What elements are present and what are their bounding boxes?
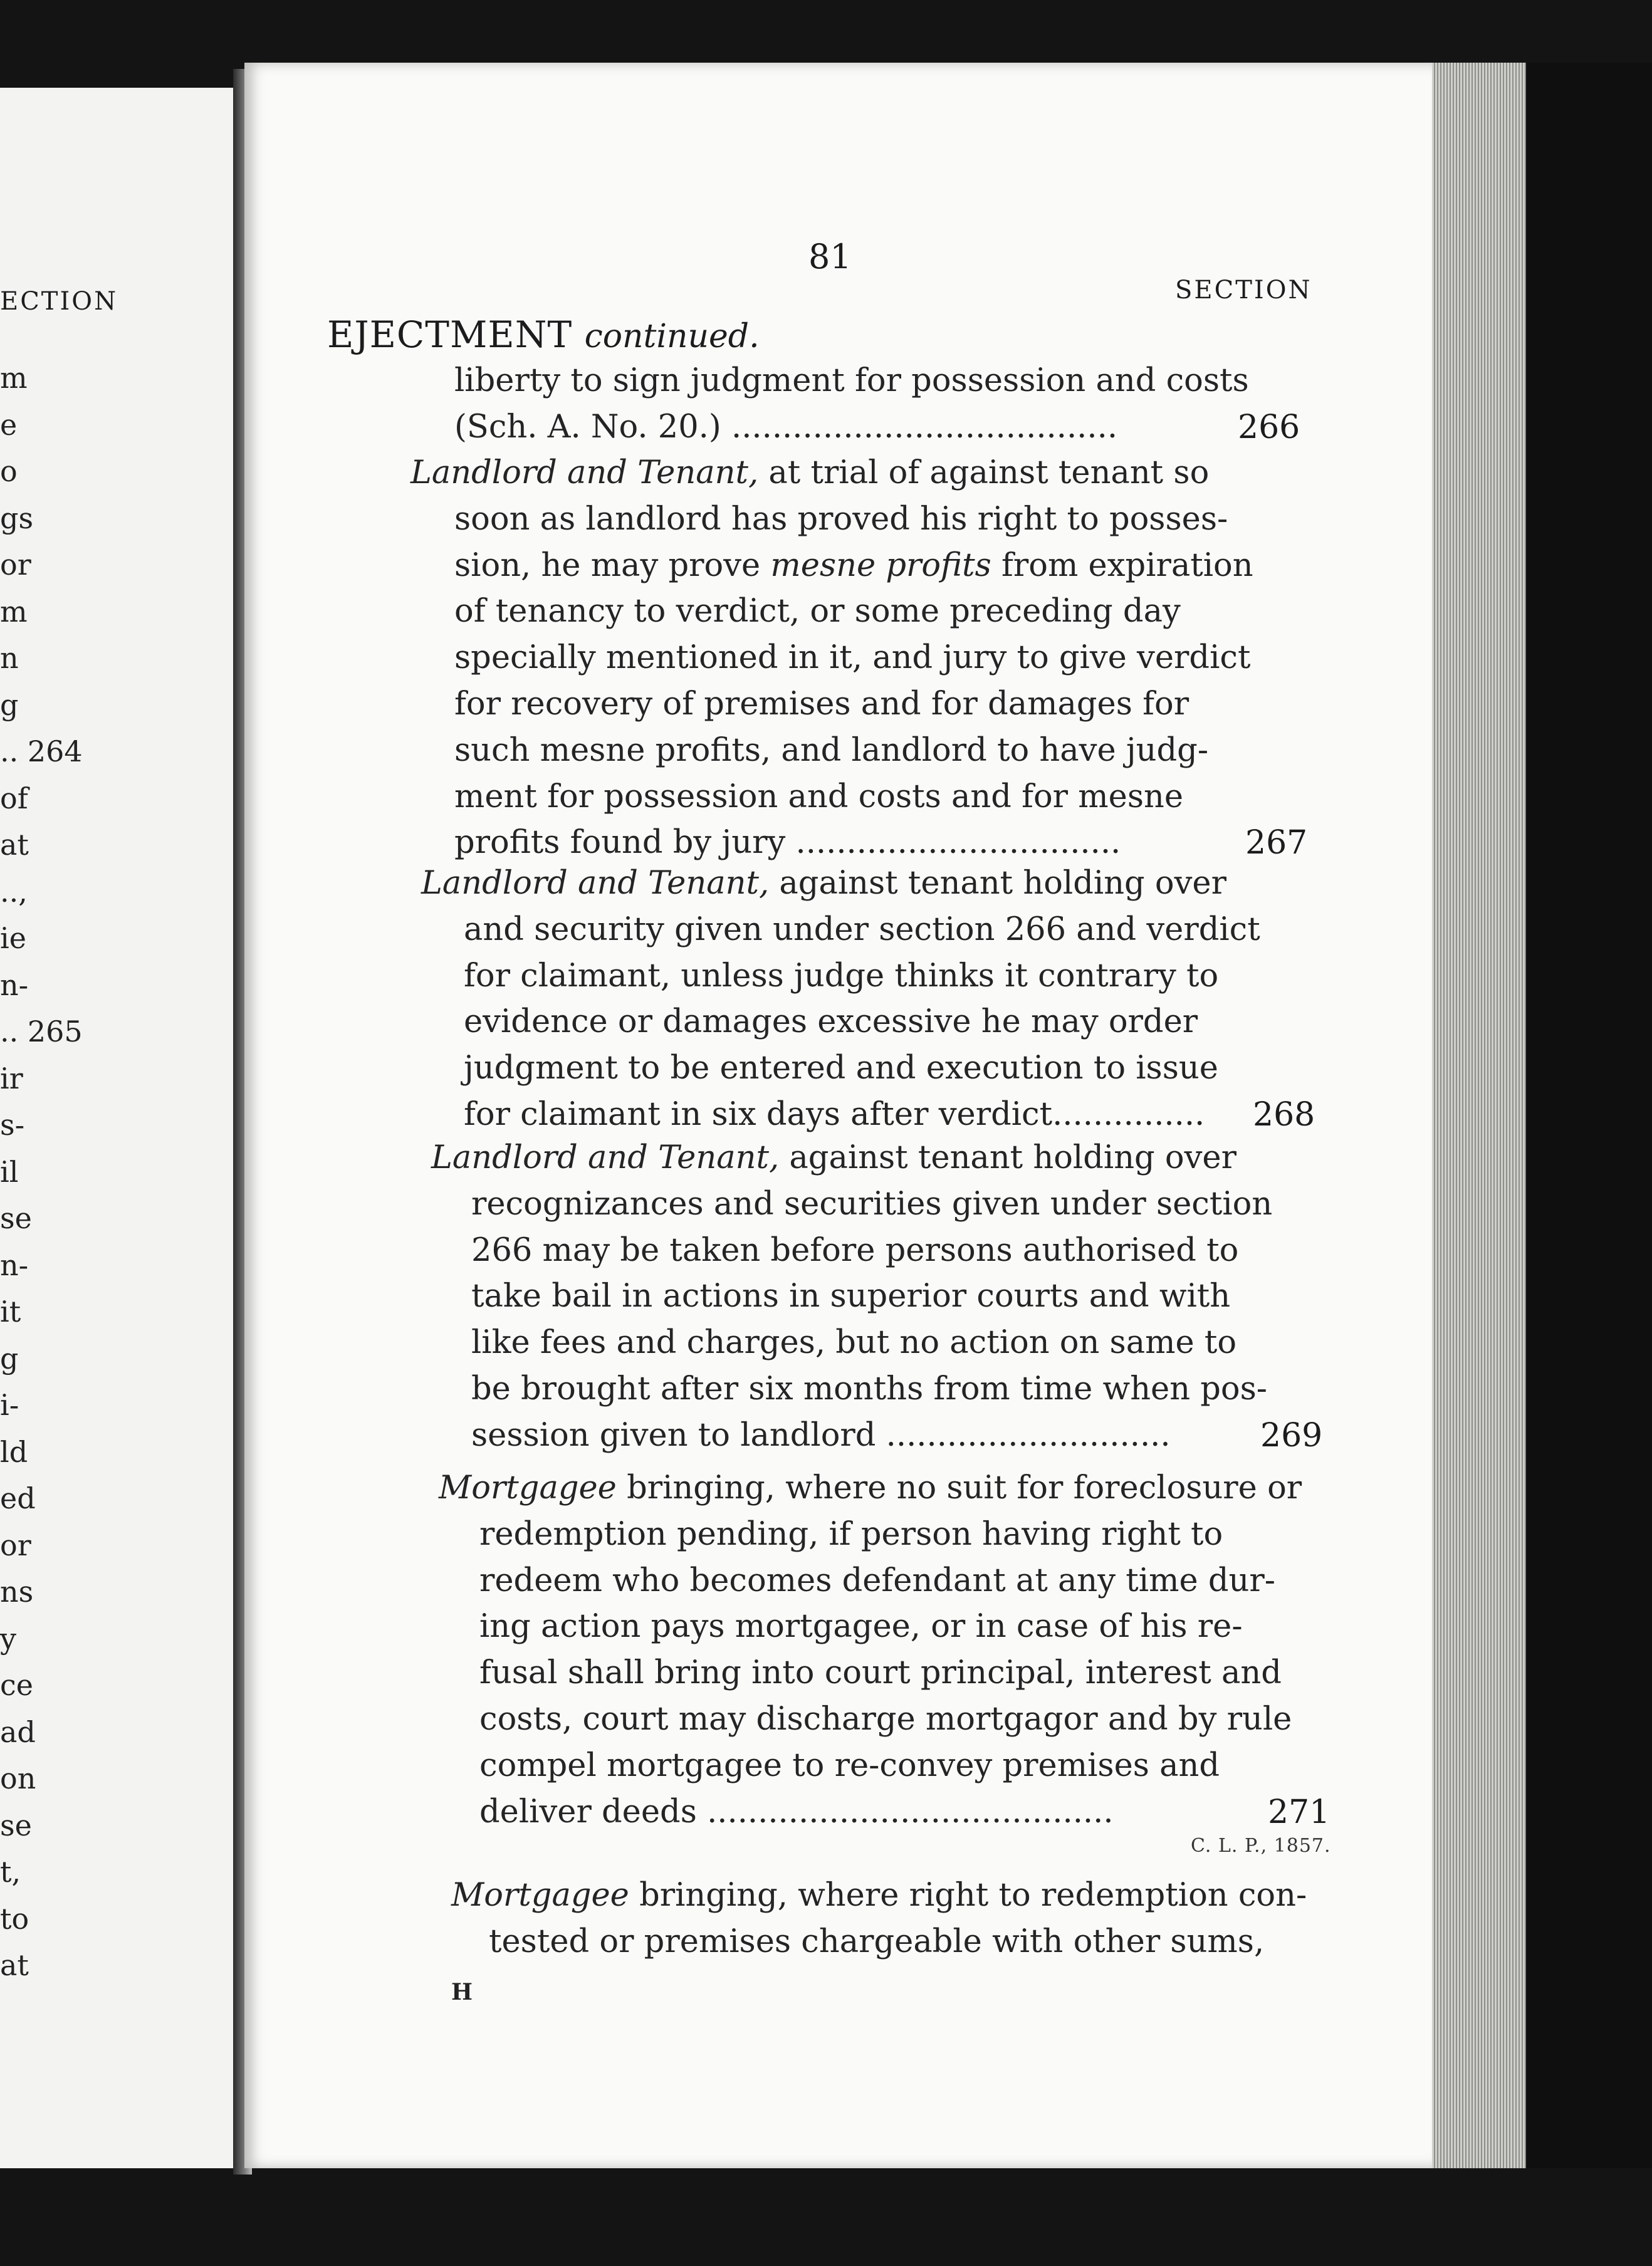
entry-lead: Mortgagee <box>439 1470 617 1506</box>
entry-text: from expiration <box>991 546 1253 584</box>
entry-text: judgment to be entered and execution to issue <box>464 1050 1218 1087</box>
section-reference: 268 <box>1253 1096 1315 1134</box>
entry-line <box>439 1470 1302 1506</box>
entry-italic-phrase: mesne profits <box>770 546 991 584</box>
entry-line <box>479 1562 1275 1599</box>
entry-line <box>454 824 1121 861</box>
entry-line <box>454 547 1253 584</box>
left-fragment: on <box>0 1762 36 1795</box>
entry-text: compel mortgagee to re-convey premises and <box>479 1746 1220 1784</box>
entry-line <box>464 958 1218 995</box>
entry-text: soon as landlord has proved his right to posses- <box>454 500 1228 538</box>
entry-text: of tenancy to verdict, or some preceding day <box>454 593 1181 630</box>
entry-text: against tenant holding over <box>779 1139 1236 1176</box>
left-page <box>0 88 237 2168</box>
entry-text: (Sch. A. No. 20.) ...................................... <box>454 408 1118 446</box>
page-number: 81 <box>808 237 852 276</box>
left-fragment: n- <box>0 968 29 1002</box>
entry-line <box>464 911 1260 948</box>
left-fragment: o <box>0 454 18 488</box>
left-fragment: n- <box>0 1248 29 1282</box>
entry-text: bringing, where no suit for foreclosure or <box>616 1470 1302 1506</box>
left-fragment: m <box>0 594 28 629</box>
left-fragment: g <box>0 687 19 722</box>
entry-text: profits found by jury ................................ <box>454 824 1121 862</box>
entry-text: against tenant holding over <box>769 865 1226 902</box>
signature-mark: H <box>451 1979 473 2005</box>
entry-lead: Landlord and Tenant, <box>421 865 770 902</box>
left-fragment: of <box>0 781 28 815</box>
section-column-label: SECTION <box>1175 276 1312 305</box>
entry-line <box>471 1186 1272 1223</box>
left-fragment: m <box>0 361 28 395</box>
page-edges <box>1432 63 1531 2168</box>
entry-text: for recovery of premises and for damages for <box>454 686 1189 723</box>
left-fragment: .., <box>0 874 28 909</box>
entry-text: redeem who becomes defendant at any time dur- <box>479 1562 1275 1599</box>
left-fragment: ns <box>0 1575 34 1609</box>
entry-line <box>454 593 1181 630</box>
left-fragment: ed <box>0 1481 36 1515</box>
left-fragment: .. 264 <box>0 734 83 768</box>
entry-line <box>479 1747 1220 1784</box>
entry-text: costs, court may discharge mortgagor and by rule <box>479 1701 1292 1738</box>
left-fragment: t, <box>0 1855 21 1889</box>
entry-line <box>471 1417 1171 1454</box>
entry-line <box>410 454 1209 491</box>
entry-heading <box>327 313 760 356</box>
entry-text: fusal shall bring into court principal, interest and <box>479 1654 1282 1692</box>
entry-line <box>479 1654 1282 1691</box>
entry-line <box>471 1371 1267 1407</box>
entry-text: 266 may be taken before persons authorised to <box>471 1231 1239 1269</box>
entry-line <box>454 362 1249 399</box>
left-fragment: s- <box>0 1108 25 1142</box>
entry-text: ment for possession and costs and for mesne <box>454 778 1184 815</box>
entry-text: bringing, where right to redemption con- <box>629 1877 1307 1914</box>
left-fragment: or <box>0 1528 31 1562</box>
entry-line <box>464 1003 1198 1040</box>
entry-text: for claimant in six days after verdict............... <box>464 1096 1205 1133</box>
entry-line <box>454 501 1228 538</box>
entry-line <box>479 1516 1223 1553</box>
entry-line <box>454 778 1183 815</box>
entry-text: for claimant, unless judge thinks it contrary to <box>464 957 1219 995</box>
left-fragment: gs <box>0 501 34 535</box>
left-fragment: il <box>0 1154 19 1189</box>
left-fragment: it <box>0 1295 21 1329</box>
entry-line <box>471 1278 1230 1315</box>
section-reference: 269 <box>1260 1416 1323 1454</box>
entry-line <box>464 1050 1218 1087</box>
left-fragment: to <box>0 1901 29 1936</box>
entry-text: redemption pending, if person having right to <box>479 1515 1223 1553</box>
entry-line <box>454 732 1208 769</box>
entry-text: like fees and charges, but no action on same to <box>471 1324 1237 1362</box>
entry-text: take bail in actions in superior courts and with <box>471 1278 1231 1315</box>
entry-text: sion, he may prove <box>454 546 771 584</box>
left-section-header: ECTION <box>0 287 118 316</box>
section-reference: 267 <box>1245 824 1308 862</box>
entry-line <box>454 639 1250 676</box>
statute-citation: C. L. P., 1857. <box>1191 1835 1331 1857</box>
left-fragment: se <box>0 1201 32 1235</box>
left-fragment: or <box>0 548 31 582</box>
entry-line <box>479 1608 1243 1645</box>
left-fragment: e <box>0 407 18 442</box>
left-fragment: ir <box>0 1061 23 1095</box>
entry-line <box>454 686 1189 723</box>
entry-line <box>489 1923 1264 1960</box>
left-fragment: y <box>0 1621 16 1656</box>
entry-text: such mesne profits, and landlord to have judg- <box>454 731 1209 769</box>
entry-lead: Landlord and Tenant, <box>410 454 759 491</box>
entry-text: specially mentioned in it, and jury to give verdict <box>454 639 1251 677</box>
section-reference: 266 <box>1238 408 1300 446</box>
entry-text: be brought after six months from time when pos- <box>471 1371 1268 1407</box>
left-fragment: ce <box>0 1668 33 1702</box>
entry-text: deliver deeds ........................................ <box>479 1793 1114 1830</box>
entry-text: session given to landlord ............................ <box>471 1416 1171 1454</box>
entry-line <box>451 1877 1307 1914</box>
entry-text: ing action pays mortgagee, or in case of his re- <box>479 1608 1243 1646</box>
entry-lead: Mortgagee <box>451 1877 629 1914</box>
entry-text: and security given under section 266 and verdict <box>464 911 1260 948</box>
entry-text: tested or premises chargeable with other sums, <box>489 1923 1265 1960</box>
entry-line <box>471 1324 1236 1361</box>
left-fragment: at <box>0 828 29 862</box>
left-fragment: .. 265 <box>0 1015 83 1048</box>
section-reference: 271 <box>1268 1793 1330 1831</box>
entry-line <box>479 1793 1114 1830</box>
left-fragment: se <box>0 1808 32 1842</box>
entry-line <box>454 409 1117 446</box>
left-fragment: n <box>0 641 19 675</box>
entry-line <box>431 1139 1236 1176</box>
entry-line <box>471 1232 1238 1269</box>
entry-text: recognizances and securities given under section <box>471 1185 1273 1223</box>
left-fragment: g <box>0 1341 19 1376</box>
left-fragment: ld <box>0 1434 28 1469</box>
book-cover-edge <box>1526 63 1652 2168</box>
entry-line <box>479 1701 1292 1738</box>
entry-line <box>464 1096 1205 1133</box>
left-fragment: i- <box>0 1388 19 1422</box>
entry-text: at trial of against tenant so <box>758 454 1210 491</box>
entry-lead: Landlord and Tenant, <box>431 1139 780 1176</box>
left-fragment: at <box>0 1948 29 1982</box>
entry-text: liberty to sign judgment for possession and costs <box>454 362 1249 399</box>
entry-text: evidence or damages excessive he may order <box>464 1003 1198 1041</box>
heading-main: EJECTMENT <box>327 313 573 356</box>
entry-line <box>421 865 1226 902</box>
left-fragment: ad <box>0 1715 36 1749</box>
left-fragment: ie <box>0 921 26 955</box>
heading-continued: continued. <box>584 318 760 355</box>
